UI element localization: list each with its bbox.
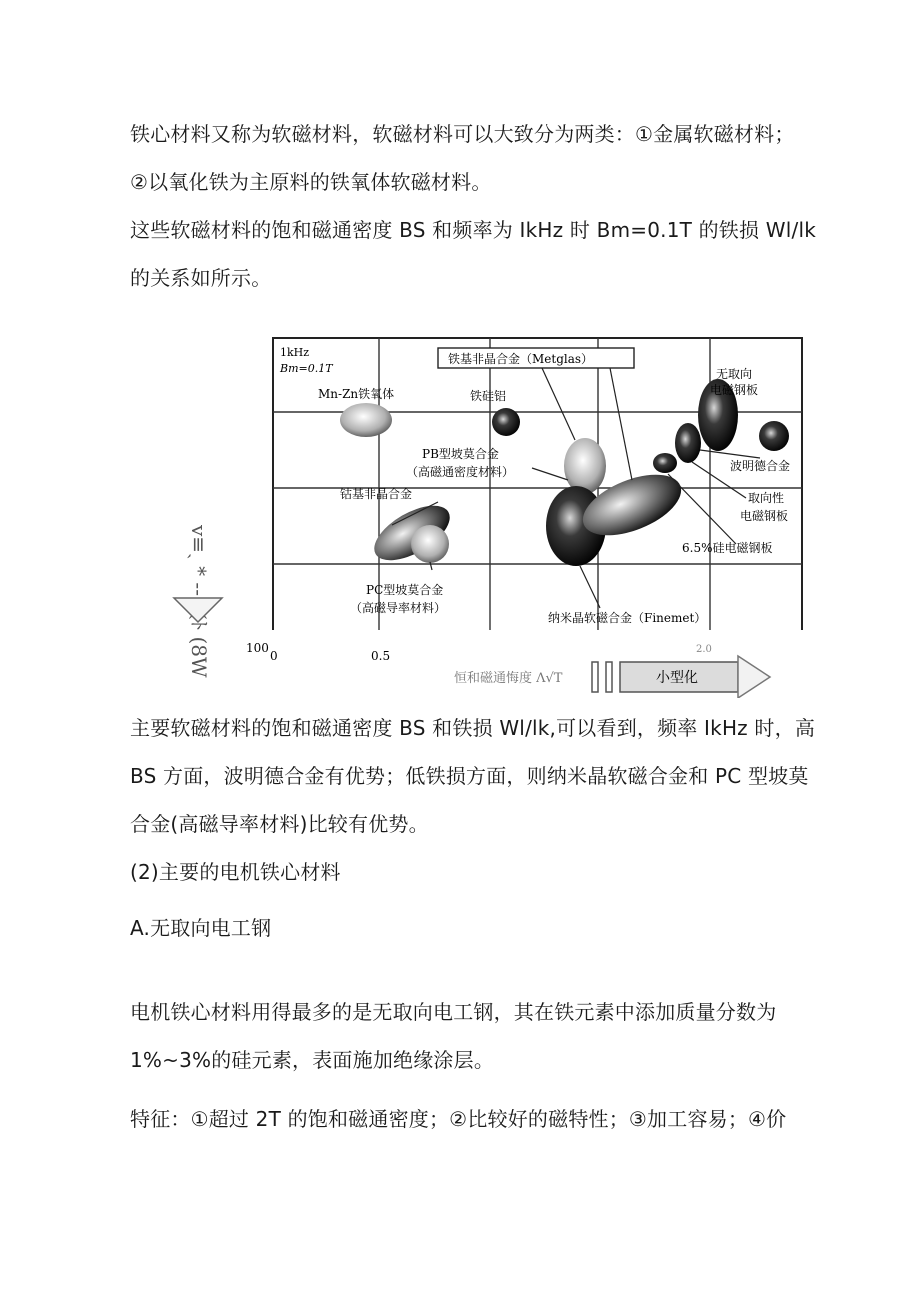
label-mnzn: Mn-Zn铁氧体 [318, 387, 395, 401]
blob-quxiang [675, 423, 701, 463]
section-heading-2: (2)主要的电机铁心材料 [130, 860, 341, 884]
paragraph-2-line-1: 这些软磁材料的饱和磁通密度 BS 和频率为 IkHz 时 Bm=0.1T 的铁损 Wl/lk [130, 218, 816, 242]
paragraph-4-line-1: 电机铁心材料用得最多的是无取向电工钢，其在铁元素中添加质量分数为 [130, 1000, 777, 1024]
label-metglas: 铁基非晶合金（Metglas） [448, 352, 594, 366]
label-wuquxiang-2: 电磁钢板 [710, 383, 759, 397]
condition-bm: Bm=0.1T [280, 362, 333, 375]
x-tick-20: 2.0 [696, 644, 712, 655]
label-tiegui: 铁硅铝 [470, 389, 507, 403]
condition-frequency: 1kHz [280, 346, 310, 359]
blob-tiegui [492, 408, 520, 436]
blob-mnzn [340, 403, 392, 437]
paragraph-3-line-3: 合金(高磁导率材料)比较有优势。 [130, 812, 429, 836]
x-tick-0: 0 [270, 649, 278, 663]
small-label: 小型化 [656, 670, 698, 686]
y-tick-100: 100 [246, 641, 269, 655]
label-pc-2: （高磁导率材料） [350, 601, 447, 615]
paragraph-3-line-2: BS 方面，波明德合金有优势；低铁损方面，则纳米晶软磁合金和 PC 型坡莫 [130, 764, 809, 788]
paragraph-3-line-1: 主要软磁材料的饱和磁通密度 BS 和铁损 Wl/lk,可以看到，频率 IkHz 时，高 [130, 716, 816, 740]
paragraph-5-line-1: 特征：①超过 2T 的饱和磁通密度；②比较好的磁特性；③加工容易；④价 [130, 1107, 787, 1131]
label-quxiang-1: 取向性 [748, 491, 785, 505]
x-tick-05: 0.5 [371, 649, 391, 663]
paragraph-4-line-2: 1%~3%的硅元素，表面施加绝缘涂层。 [130, 1048, 495, 1072]
down-arrow-icon [174, 598, 222, 622]
label-bomingde: 波明德合金 [730, 459, 791, 473]
blob-pc [411, 525, 449, 563]
bar-mark-1 [592, 662, 598, 692]
paragraph-1-line-1: 铁心材料又称为软磁材料，软磁材料可以大致分为两类：①金属软磁材料； [130, 122, 795, 146]
blob-pb [564, 438, 606, 494]
paragraph-1-line-2: ②以氧化铁为主原料的铁氧体软磁材料。 [130, 170, 492, 194]
label-wuquxiang-1: 无取向 [716, 367, 753, 381]
paragraph-2-line-2: 的关系如所示。 [130, 266, 272, 290]
label-nano: 纳米晶软磁合金（Finemet） [548, 611, 707, 625]
x-axis-label: 恒和磁通悔度 Λ√T [454, 671, 563, 686]
subsection-heading-a: A.无取向电工钢 [130, 916, 272, 940]
label-gu: 钴基非晶合金 [340, 487, 413, 501]
bar-mark-2 [606, 662, 612, 692]
blob-si65 [653, 453, 677, 473]
label-pc-1: PC型坡莫合金 [366, 583, 444, 597]
label-quxiang-2: 电磁钢板 [740, 509, 789, 523]
blob-bomingde [759, 421, 789, 451]
label-pb-2: （高磁通密度材料） [406, 465, 515, 479]
label-pb-1: PB型坡莫合金 [422, 447, 499, 461]
soft-magnetic-materials-figure [170, 330, 804, 698]
label-si65: 6.5%硅电磁钢板 [682, 541, 773, 555]
